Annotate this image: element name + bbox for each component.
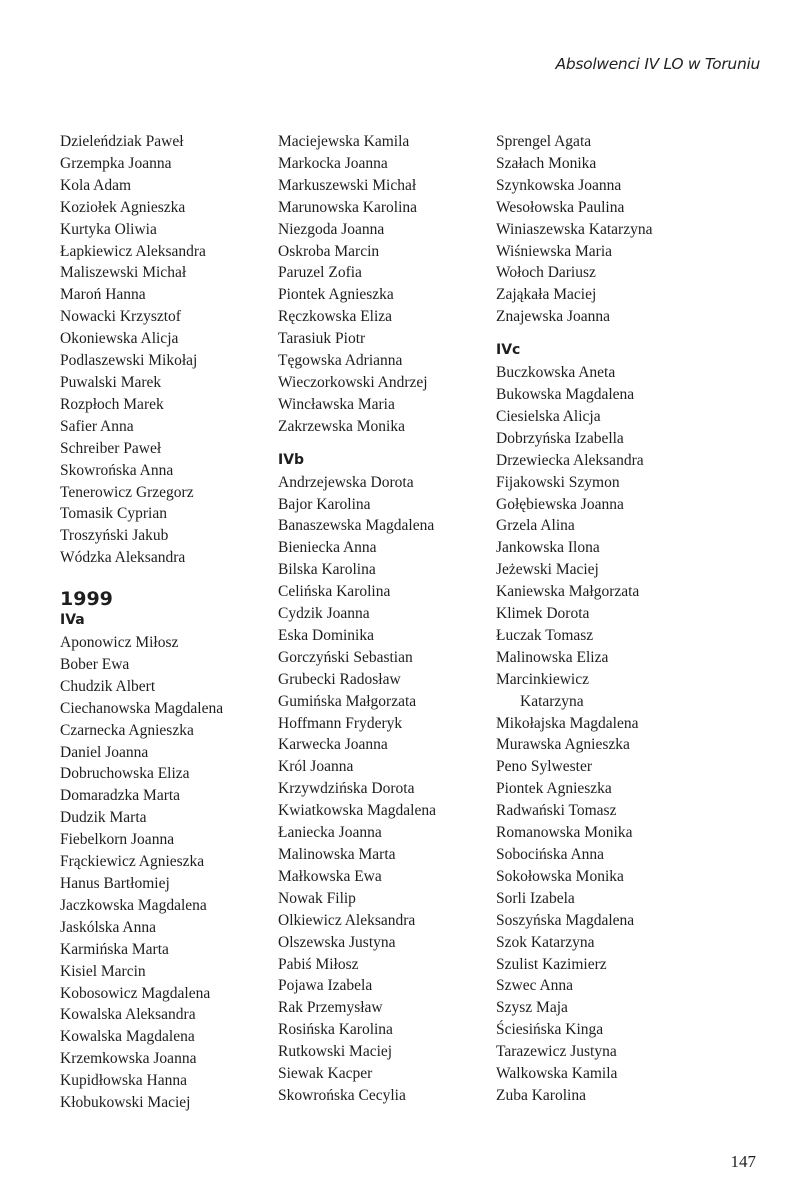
name-entry: Dzieleńdziak Paweł [60,133,184,150]
name-entry: Oskroba Marcin [278,242,380,260]
name-entry: Buczkowska Aneta [496,364,616,382]
name-entry: Dobrzyńska Izabella [496,429,624,447]
name-entry: Katarzyna [520,692,584,710]
name-entry: Niezgoda Joanna [278,220,385,238]
name-entry: Jaczkowska Magdalena [60,896,207,914]
name-entry: Jaskólska Anna [60,918,157,936]
name-entry: Sokołowska Monika [496,867,624,885]
name-entry: Fiebelkorn Joanna [60,831,175,849]
name-entry: Pojawa Izabela [278,977,373,995]
name-entry: Ręczkowska Eliza [278,308,393,326]
name-entry: Romanowska Monika [496,824,633,842]
name-entry: Wódzka Aleksandra [60,549,186,567]
name-entry: Sorli Izabela [496,889,575,907]
name-entry: Kowalska Magdalena [60,1028,195,1046]
name-entry: Eska Dominika [278,626,374,644]
name-entry: Zuba Karolina [496,1086,586,1104]
name-list [496,131,652,328]
name-entry: Maroń Hanna [60,286,146,304]
name-entry: Skowrońska Anna [60,461,174,479]
name-entry: Troszyński Jakub [60,527,169,545]
name-entry: Grzela Alina [496,517,575,535]
name-entry: Kaniewska Małgorzata [496,583,640,601]
name-entry: Dudzik Marta [60,809,147,827]
name-entry: Hanus Bartłomiej [60,875,170,892]
name-list [60,632,223,1114]
name-entry: Krzemkowska Joanna [60,1050,197,1068]
name-entry: Ciechanowska Magdalena [60,699,224,717]
name-entry: Tomasik Cyprian [60,505,167,523]
name-entry: Wiśniewska Maria [496,242,613,260]
name-entry: Kupidłowska Hanna [60,1072,187,1090]
name-entry: Jankowska Ilona [496,539,600,557]
name-entry: Kłobukowski Maciej [60,1094,191,1112]
name-entry: Safier Anna [60,417,134,435]
name-entry: Sprengel Agata [496,133,592,150]
name-entry: Celińska Karolina [278,583,391,601]
name-entry: Skowrońska Cecylia [278,1086,406,1104]
name-entry: Rosińska Karolina [278,1021,393,1039]
name-entry: Maliszewski Michał [60,264,187,282]
name-entry: Wesołowska Paulina [496,198,625,216]
name-entry: Szynkowska Joanna [496,176,622,194]
name-entry: Peno Sylwester [496,758,593,776]
name-entry: Kobosowicz Magdalena [60,984,211,1002]
name-entry: Gorczyński Sebastian [278,648,413,666]
name-entry: Andrzejewska Dorota [278,473,414,491]
name-entry: Szulist Kazimierz [496,955,607,973]
name-entry: Siewak Kacper [278,1065,373,1083]
name-entry: Zakrzewska Monika [278,417,405,435]
name-entry: Piontek Agnieszka [496,780,612,798]
name-entry: Drzewiecka Aleksandra [496,451,644,469]
page-number: 147 [730,1152,756,1171]
name-entry: Cydzik Joanna [278,605,370,623]
name-entry: Nowak Filip [278,889,356,907]
name-entry: Maciejewska Kamila [278,133,410,150]
name-entry: Wieczorkowski Andrzej [278,373,428,391]
name-list [496,362,652,1107]
name-entry: Banaszewska Magdalena [278,517,435,535]
name-entry: Rak Przemysław [278,999,383,1017]
name-entry: Szałach Monika [496,154,597,172]
running-header: Absolwenci IV LO w Toruniu [555,55,760,73]
name-entry: Grubecki Radosław [278,670,401,688]
name-entry: Markuszewski Michał [278,176,417,194]
name-entry: Walkowska Kamila [496,1065,618,1083]
name-entry: Paruzel Zofia [278,264,362,282]
name-entry: Mikołajska Magdalena [496,714,639,732]
name-entry: Jeżewski Maciej [496,561,599,579]
name-entry: Nowacki Krzysztof [60,308,181,326]
name-list [278,131,436,438]
name-entry: Dobruchowska Eliza [60,765,190,783]
name-entry: Bajor Karolina [278,495,371,513]
name-entry: Czarnecka Agnieszka [60,721,194,739]
name-entry: Radwański Tomasz [496,802,617,820]
class-heading-ivb: IVb [278,451,305,468]
name-entry: Kola Adam [60,176,132,194]
name-entry: Chudzik Albert [60,677,156,695]
name-entry: Klimek Dorota [496,605,590,623]
name-entry: Ciesielska Alicja [496,407,601,425]
name-entry: Rutkowski Maciej [278,1043,393,1061]
name-entry: Frąckiewicz Agnieszka [60,853,205,871]
name-entry: Olkiewicz Aleksandra [278,911,416,929]
year-heading: 1999 [60,588,113,611]
name-entry: Murawska Agnieszka [496,736,630,754]
name-entry: Bober Ewa [60,655,130,673]
name-entry: Krzywdzińska Dorota [278,780,415,798]
name-entry: Karwecka Joanna [278,736,388,754]
name-entry: Winiaszewska Katarzyna [496,220,653,238]
column-2 [278,131,436,1107]
name-entry: Tęgowska Adrianna [278,352,403,370]
name-entry: Koziołek Agnieszka [60,198,186,216]
name-entry: Wincławska Maria [278,395,395,413]
name-entry: Małkowska Ewa [278,867,382,885]
name-entry: Olszewska Justyna [278,933,396,951]
class-heading-ivc: IVc [496,342,521,359]
name-entry: Bieniecka Anna [278,539,377,557]
name-entry: Bilska Karolina [278,561,376,579]
name-entry: Gumińska Małgorzata [278,692,417,710]
name-entry: Szok Katarzyna [496,933,595,951]
column-3 [496,131,652,1107]
name-entry: Soszyńska Magdalena [496,911,635,929]
name-entry: Markocka Joanna [278,154,388,172]
name-entry: Łaniecka Joanna [278,824,382,842]
name-entry: Kurtyka Oliwia [60,220,157,238]
name-entry: Hoffmann Fryderyk [278,714,403,732]
name-entry: Łuczak Tomasz [496,626,594,644]
name-entry: Szysz Maja [496,999,568,1017]
name-entry: Okoniewska Alicja [60,330,179,348]
name-entry: Fijakowski Szymon [496,473,620,491]
name-entry: Rozpłoch Marek [60,395,164,413]
name-list [278,472,436,1107]
name-entry: Malinowska Eliza [496,648,609,666]
name-entry: Domaradzka Marta [60,787,181,805]
name-entry: Tarazewicz Justyna [496,1043,617,1061]
name-entry: Kwiatkowska Magdalena [278,802,436,820]
name-entry: Daniel Joanna [60,743,149,761]
name-entry: Karmińska Marta [60,940,169,958]
class-heading-iva: IVa [60,612,85,629]
name-entry: Tarasiuk Piotr [278,330,366,348]
name-list [60,131,223,569]
name-entry: Puwalski Marek [60,373,162,391]
name-entry: Podlaszewski Mikołaj [60,352,198,370]
name-entry: Pabiś Miłosz [278,955,359,973]
name-entry: Marcinkiewicz [496,670,589,688]
name-entry: Malinowska Marta [278,846,396,863]
name-entry: Piontek Agnieszka [278,286,394,304]
name-entry: Zająkała Maciej [496,286,597,304]
name-entry: Znajewska Joanna [496,308,611,326]
name-entry: Kisiel Marcin [60,962,146,980]
name-entry: Łapkiewicz Aleksandra [60,242,206,260]
name-entry: Sobocińska Anna [496,846,605,863]
column-1 [60,131,223,1114]
name-entry: Gołębiewska Joanna [496,495,624,513]
name-entry: Ściesińska Kinga [496,1021,604,1039]
name-entry: Wołoch Dariusz [496,264,596,282]
name-entry: Marunowska Karolina [278,198,418,216]
name-entry: Grzempka Joanna [60,154,172,172]
name-entry: Schreiber Paweł [60,439,162,457]
name-entry: Kowalska Aleksandra [60,1006,196,1024]
name-entry: Król Joanna [278,758,354,776]
name-entry: Tenerowicz Grzegorz [60,483,194,501]
name-entry: Szwec Anna [496,977,574,995]
name-entry: Aponowicz Miłosz [60,634,179,652]
name-entry: Bukowska Magdalena [496,385,635,403]
